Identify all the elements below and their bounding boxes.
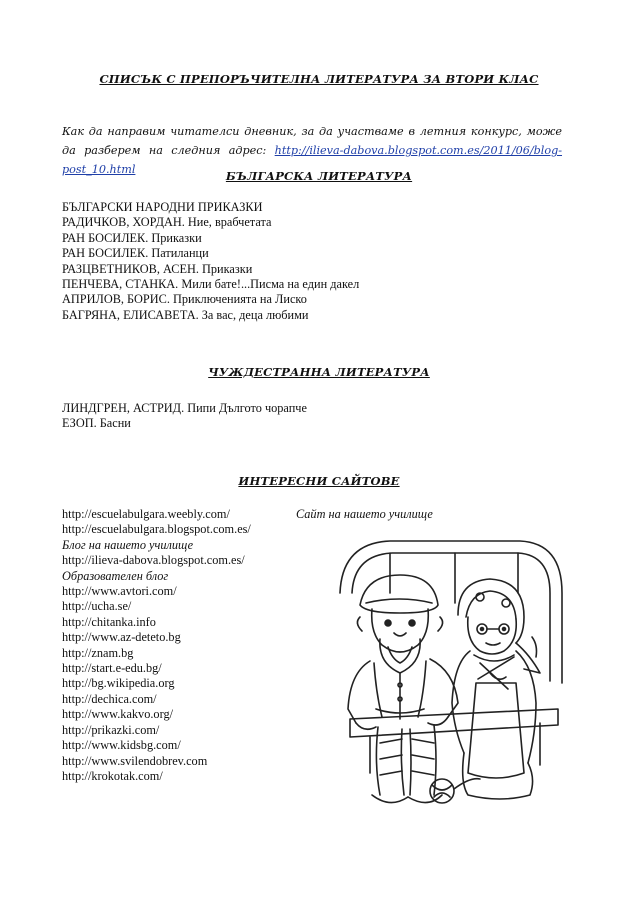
site-link[interactable]: http://ucha.se/ — [62, 599, 132, 614]
site-caption: Блог на нашето училище — [62, 537, 194, 552]
site-link[interactable]: http://www.svilendobrev.com — [62, 753, 208, 768]
site-link[interactable]: http://ilieva-dabova.blogspot.com.es/ — [62, 553, 245, 568]
site-link[interactable]: http://escuelabulgara.weebly.com/ — [62, 507, 230, 521]
intro-text: Как да направим читателси дневник, за да участваме в летния конкурс, може да разберем на следния адрес: — [62, 125, 562, 157]
site-link[interactable]: http://chitanka.info — [62, 614, 156, 629]
site-link[interactable]: http://prikazki.com/ — [62, 722, 160, 737]
site-link[interactable]: http://krokotak.com/ — [62, 768, 163, 783]
book-item: АПРИЛОВ, БОРИС. Приключенията на Лиско — [62, 292, 307, 307]
book-item: РАЗЦВЕТНИКОВ, АСЕН. Приказки — [62, 261, 253, 276]
sites-list — [62, 507, 251, 784]
site-link[interactable]: http://escuelabulgara.blogspot.com.es/ — [62, 522, 251, 537]
foreign-literature-heading: ЧУЖДЕСТРАННА ЛИТЕРАТУРА — [208, 365, 430, 379]
interesting-sites-heading: ИНТЕРЕСНИ САЙТОВЕ — [238, 474, 400, 488]
school-site-note: Сайт на нашето училище — [296, 507, 433, 521]
site-caption: Образователен блог — [62, 568, 169, 583]
site-link[interactable]: http://www.kidsbg.com/ — [62, 738, 181, 753]
site-link[interactable]: http://bg.wikipedia.org — [62, 676, 175, 691]
site-link[interactable]: http://znam.bg — [62, 645, 134, 660]
book-item: ЕЗОП. Басни — [62, 416, 131, 431]
book-item: РАДИЧКОВ, ХОРДАН. Ние, врабчетата — [62, 215, 272, 230]
site-link[interactable]: http://www.az-deteto.bg — [62, 630, 181, 645]
book-item: ПЕНЧЕВА, СТАНКА. Мили бате!...Писма на един дакел — [62, 277, 360, 292]
diary-link[interactable]: http://ilieva-dabova.blogspot.com.es/2011/06/blog-post_10.html — [62, 144, 563, 176]
bulgarian-literature-list — [62, 200, 359, 323]
page-title: СПИСЪК С ПРЕПОРЪЧИТЕЛНА ЛИТЕРАТУРА ЗА ВТОРИ КЛАС — [99, 72, 539, 86]
book-item: ЛИНДГРЕН, АСТРИД. Пипи Дългото чорапче — [62, 401, 307, 415]
bulgarian-literature-heading: БЪЛГАРСКА ЛИТЕРАТУРА — [225, 169, 413, 183]
site-link[interactable]: http://www.avtori.com/ — [62, 584, 177, 599]
foreign-literature-list — [62, 401, 307, 432]
book-item: РАН БОСИЛЕК. Патиланци — [62, 246, 209, 261]
site-link[interactable]: http://www.kakvo.org/ — [62, 707, 174, 722]
book-item: БАГРЯНА, ЕЛИСАВЕТА. За вас, деца любими — [62, 307, 309, 322]
book-item: БЪЛГАРСКИ НАРОДНИ ПРИКАЗКИ — [62, 200, 263, 214]
grandparents-coloring-icon — [330, 533, 568, 815]
book-item: РАН БОСИЛЕК. Приказки — [62, 230, 202, 245]
site-link[interactable]: http://start.e-edu.bg/ — [62, 661, 162, 676]
site-link[interactable]: http://dechica.com/ — [62, 691, 157, 706]
